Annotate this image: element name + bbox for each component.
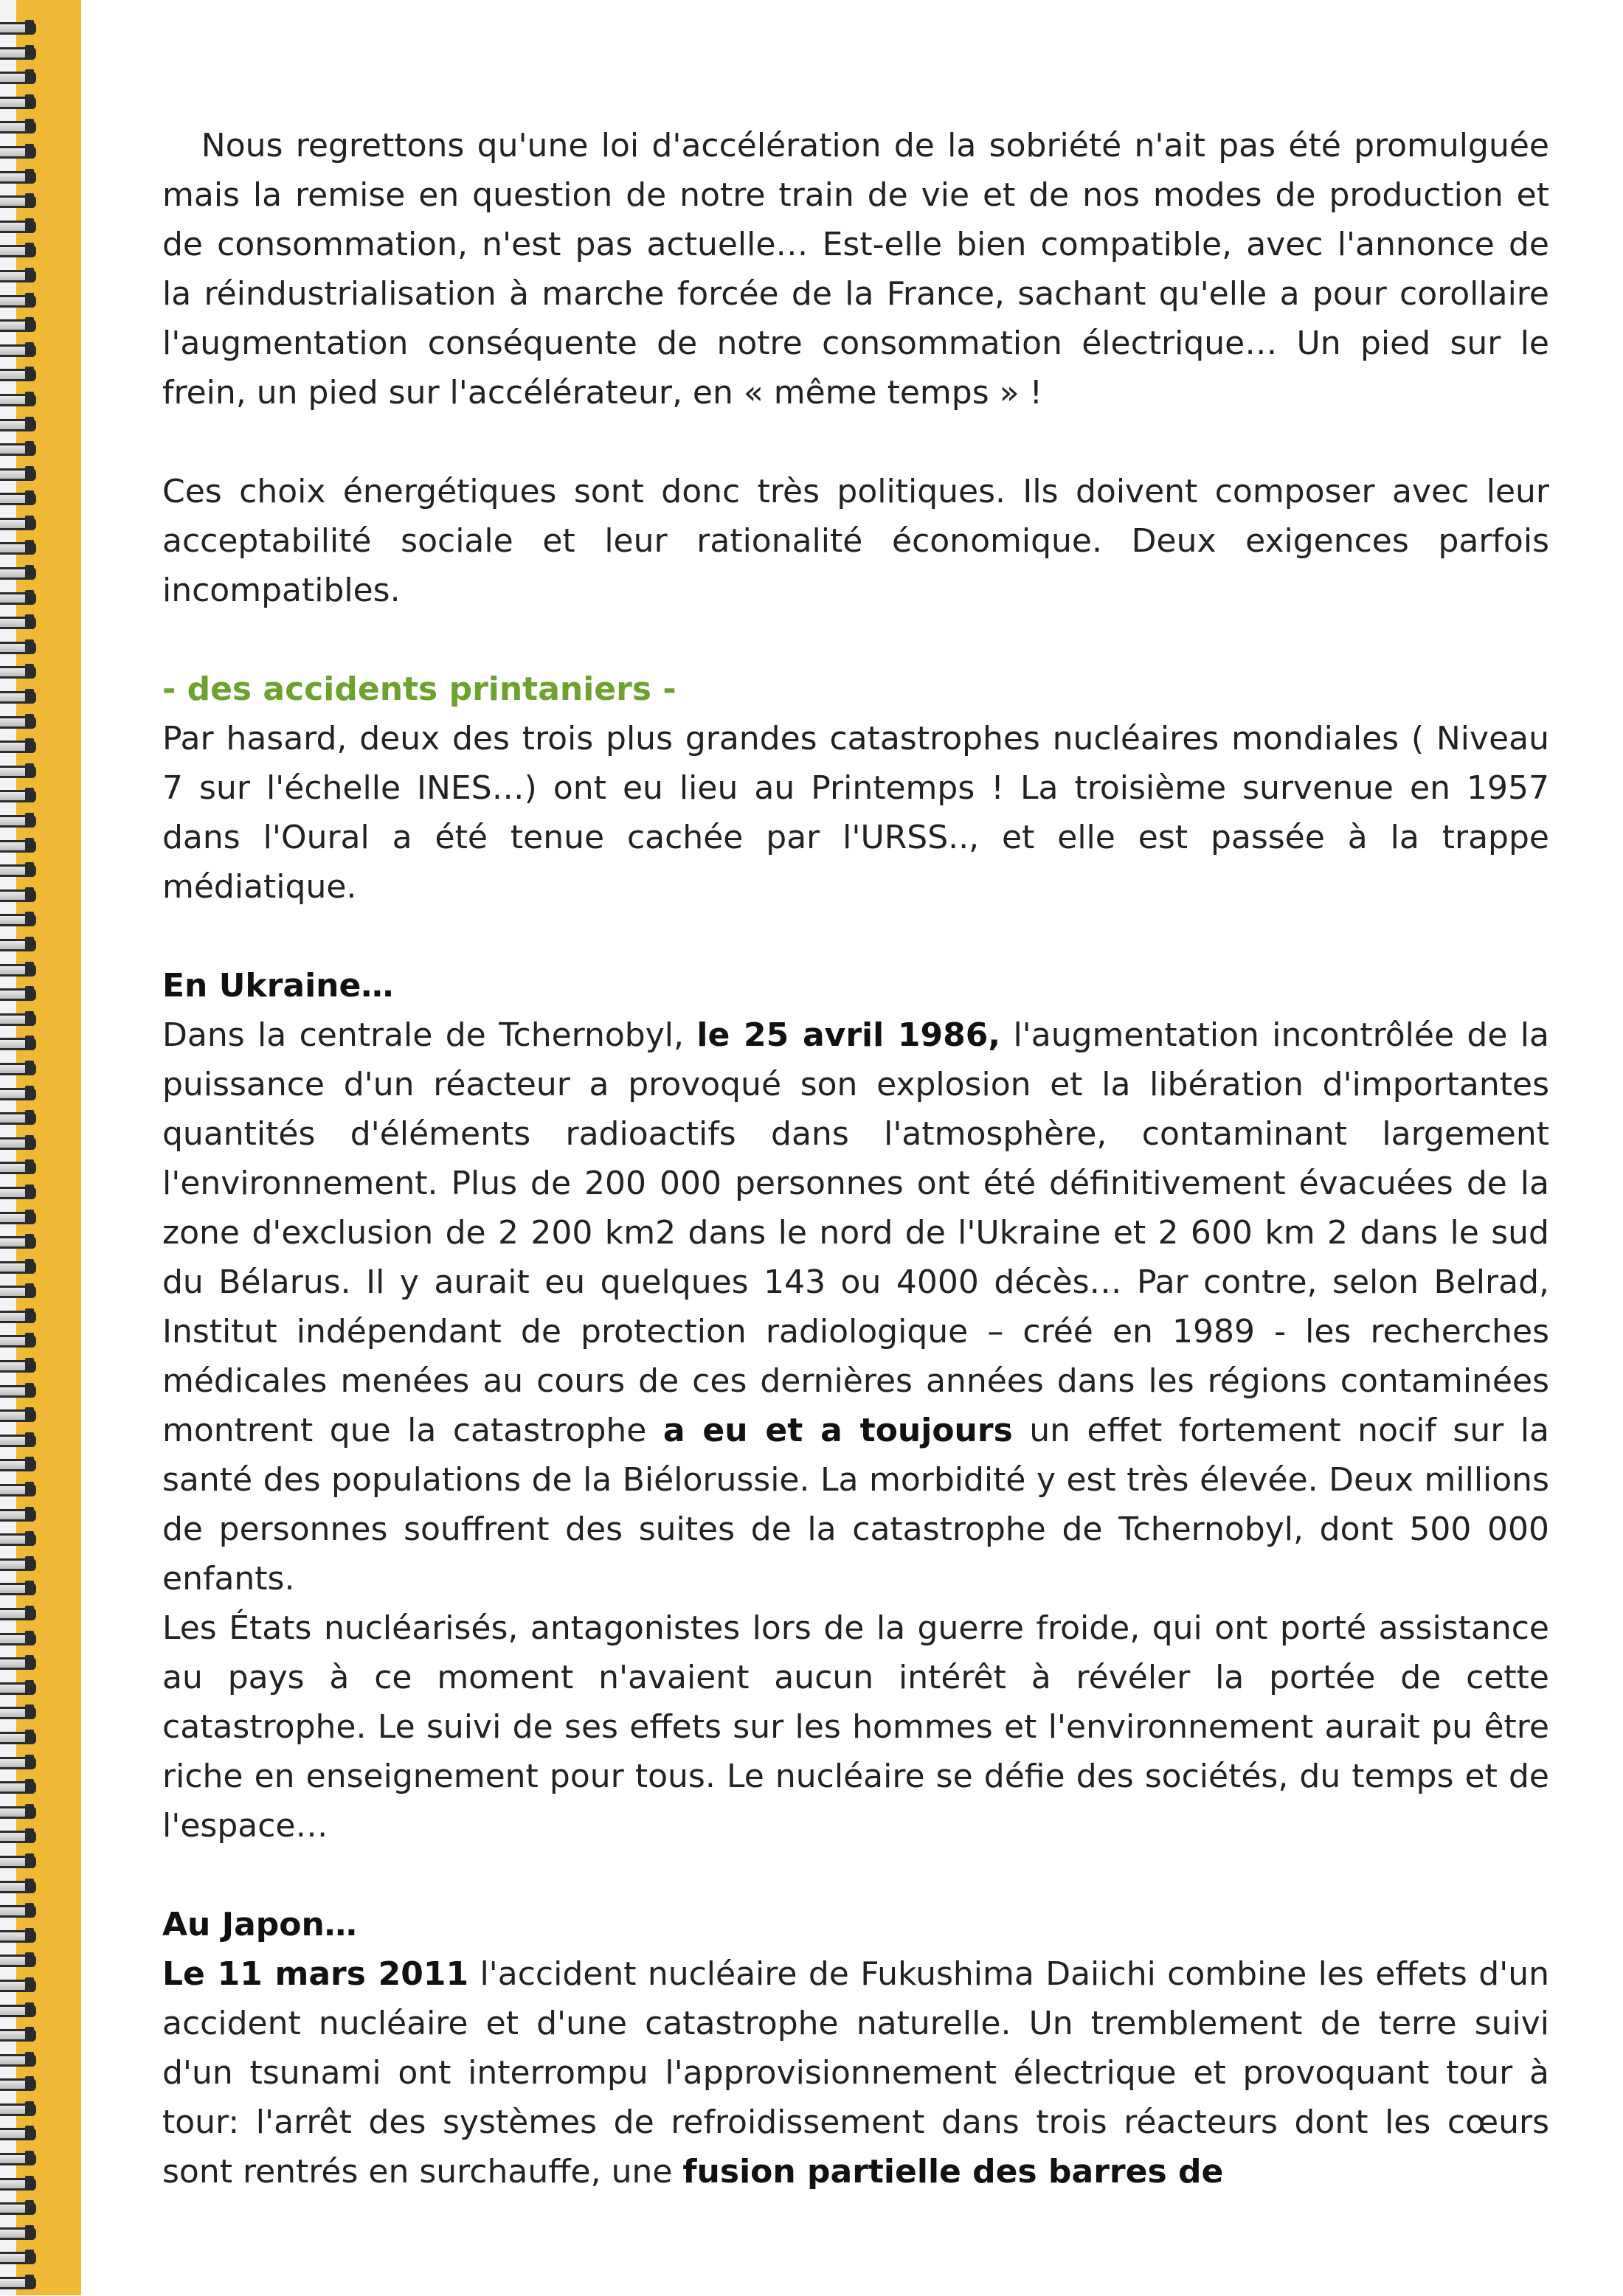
binding-coil (0, 958, 47, 983)
binding-coil (0, 215, 47, 240)
binding-coil (0, 611, 47, 636)
binding-coil (0, 2073, 47, 2098)
binding-coil (0, 91, 47, 116)
ukraine-date: le 25 avril 1986, (696, 1016, 1001, 1054)
ukraine-paragraph-1 (162, 1010, 1549, 1603)
binding-coil (0, 1924, 47, 1949)
binding-coil (0, 437, 47, 462)
binding-coil (0, 536, 47, 561)
binding-coil (0, 1305, 47, 1330)
spiral-coils (0, 16, 47, 2296)
binding-coil (0, 561, 47, 586)
ukraine-text-b: l'augmentation incontrôlée de la puissance d'un réacteur a provoqué son explosion et la libération d'importantes quantités d'éléments radioactifs dans l'atmosphère, contaminant largement l'environnement. Plus de 200 000 personnes ont été définitivement évacuées de la zone d'exclusion de 2 200 km2 dans le nord de l'Ukraine et 2 600 km 2 dans le sud du Bélarus. Il y aurait eu quelques 143 ou 4000 décès… Par contre, selon Belrad, Institut indépendant de protection radiologique – créé en 1989 - les recherches médicales menées au cours de ces dernières années dans les régions contaminées montrent que la catastrophe (162, 1016, 1549, 1449)
binding-coil (0, 16, 47, 41)
binding-coil (0, 834, 47, 859)
binding-coil (0, 636, 47, 661)
binding-coil (0, 933, 47, 958)
binding-coil (0, 908, 47, 933)
binding-coil (0, 2246, 47, 2271)
binding-coil (0, 586, 47, 611)
binding-coil (0, 1676, 47, 1702)
binding-coil (0, 982, 47, 1007)
binding-coil (0, 1775, 47, 1800)
binding-coil (0, 2222, 47, 2247)
binding-coil (0, 710, 47, 735)
binding-coil (0, 1429, 47, 1454)
binding-coil (0, 2147, 47, 2172)
accidents-paragraph: Par hasard, deux des trois plus grandes catastrophes nucléaires mondiales ( Niveau 7 sur l'échelle INES…) ont eu lieu au Printemps ! La troisième survenue en 1957 dans l'Oural a été tenue cachée par l'URSS.., et elle est passée à la trappe médiatique. (162, 720, 1549, 906)
binding-coil (0, 1354, 47, 1379)
binding-coil (0, 1553, 47, 1578)
binding-coil (0, 363, 47, 388)
binding-coil (0, 1602, 47, 1627)
intro-paragraph-2: Ces choix énergétiques sont donc très politiques. Ils doivent composer avec leur acceptabilité sociale et leur rationalité économique. Deux exigences parfois incompatibles. (162, 473, 1549, 609)
binding-coil (0, 2196, 47, 2222)
binding-coil (0, 1875, 47, 1900)
binding-coil (0, 1949, 47, 1974)
binding-coil (0, 1651, 47, 1676)
binding-coil (0, 1850, 47, 1875)
binding-coil (0, 1627, 47, 1652)
binding-coil (0, 2023, 47, 2048)
binding-coil (0, 1181, 47, 1206)
binding-coil (0, 413, 47, 438)
binding-coil (0, 264, 47, 289)
section-heading-accidents: - des accidents printaniers - (162, 670, 676, 708)
binding-coil (0, 809, 47, 834)
binding-coil (0, 1825, 47, 1850)
binding-coil (0, 1800, 47, 1825)
binding-coil (0, 2098, 47, 2123)
binding-coil (0, 388, 47, 413)
binding-coil (0, 1478, 47, 1503)
binding-coil (0, 512, 47, 537)
binding-coil (0, 1751, 47, 1776)
binding-coil (0, 1503, 47, 1528)
binding-coil (0, 2048, 47, 2073)
binding-coil (0, 735, 47, 760)
binding-coil (0, 1974, 47, 1999)
binding-coil (0, 1156, 47, 1181)
binding-coil (0, 1329, 47, 1354)
binding-coil (0, 685, 47, 710)
binding-coil (0, 859, 47, 884)
japon-text-a: l'accident nucléaire de Fukushima Daiichi combine les effets d'un accident nucléaire et d'une catastrophe naturelle. Un tremblement de terre suivi d'un tsunami ont interrompu l'approvisionnement électrique et provoquant tour à tour: l'arrêt des systèmes de refroidissement dans trois réacteurs dont les cœurs sont rentrés en surchauffe, une (162, 1955, 1549, 2191)
binding-coil (0, 1404, 47, 1429)
binding-coil (0, 165, 47, 190)
binding-coil (0, 1280, 47, 1305)
binding-coil (0, 239, 47, 264)
binding-coil (0, 1999, 47, 2024)
binding-coil (0, 884, 47, 909)
binding-coil (0, 289, 47, 314)
binding-coil (0, 1230, 47, 1255)
binding-coil (0, 1106, 47, 1131)
binding-coil (0, 1206, 47, 1231)
japon-date: Le 11 mars 2011 (162, 1955, 469, 1993)
ukraine-emphasis: a eu et a toujours (662, 1412, 1013, 1449)
japon-emphasis: fusion partielle des barres de (682, 2153, 1224, 2191)
binding-coil (0, 66, 47, 91)
binding-coil (0, 2172, 47, 2197)
ukraine-text-c: un effet fortement nocif sur la santé des populations de la Biélorussie. La morbidité y est très élevée. Deux millions de personnes souffrent des suites de la catastrophe de Tchernobyl, dont 500 000 enfants. (162, 1412, 1550, 1598)
binding-coil (0, 462, 47, 488)
binding-coil (0, 1131, 47, 1156)
binding-coil (0, 1453, 47, 1478)
binding-coil (0, 1007, 47, 1033)
binding-coil (0, 1255, 47, 1280)
binding-coil (0, 1057, 47, 1082)
binding-coil (0, 1032, 47, 1057)
binding-coil (0, 1379, 47, 1404)
binding-coil (0, 660, 47, 685)
binding-coil (0, 2271, 47, 2296)
binding-coil (0, 115, 47, 140)
spiral-binding (0, 0, 81, 2295)
binding-coil (0, 760, 47, 785)
ukraine-paragraph-2: Les États nucléarisés, antagonistes lors de la guerre froide, qui ont porté assistance au pays à ce moment n'avaient aucun intérêt à révéler la portée de cette catastrophe. Le suivi de ses effets sur les hommes et l'environnement aurait pu être riche en enseignement pour tous. Le nucléaire se défie des sociétés, du temps et de l'espace… (162, 1609, 1549, 1845)
binding-coil (0, 784, 47, 809)
intro-paragraph-1: Nous regrettons qu'une loi d'accélération de la sobriété n'ait pas été promulguée mais la remise en question de notre train de vie et de nos modes de production et de consommation, n'est pas actuelle… Est-elle bien compatible, avec l'annonce de la réindustrialisation à marche forcée de la France, sachant qu'elle a pour corollaire l'augmentation conséquente de notre consommation électrique… Un pied sur le frein, un pied sur l'accélérateur, en « même temps » ! (162, 127, 1549, 412)
binding-coil (0, 1899, 47, 1924)
binding-coil (0, 1082, 47, 1107)
section-heading-japon: Au Japon… (162, 1906, 357, 1943)
ukraine-text-a: Dans la centrale de Tchernobyl, (162, 1016, 697, 1054)
binding-coil (0, 1577, 47, 1602)
binding-coil (0, 1527, 47, 1553)
binding-coil (0, 41, 47, 66)
binding-coil (0, 2122, 47, 2147)
binding-coil (0, 313, 47, 339)
binding-coil (0, 1726, 47, 1751)
japon-paragraph (162, 1949, 1549, 2196)
binding-coil (0, 487, 47, 512)
section-heading-ukraine: En Ukraine… (162, 967, 394, 1005)
binding-coil (0, 140, 47, 165)
binding-coil (0, 190, 47, 215)
binding-coil (0, 1701, 47, 1726)
document-body (162, 121, 1549, 2196)
binding-coil (0, 339, 47, 364)
